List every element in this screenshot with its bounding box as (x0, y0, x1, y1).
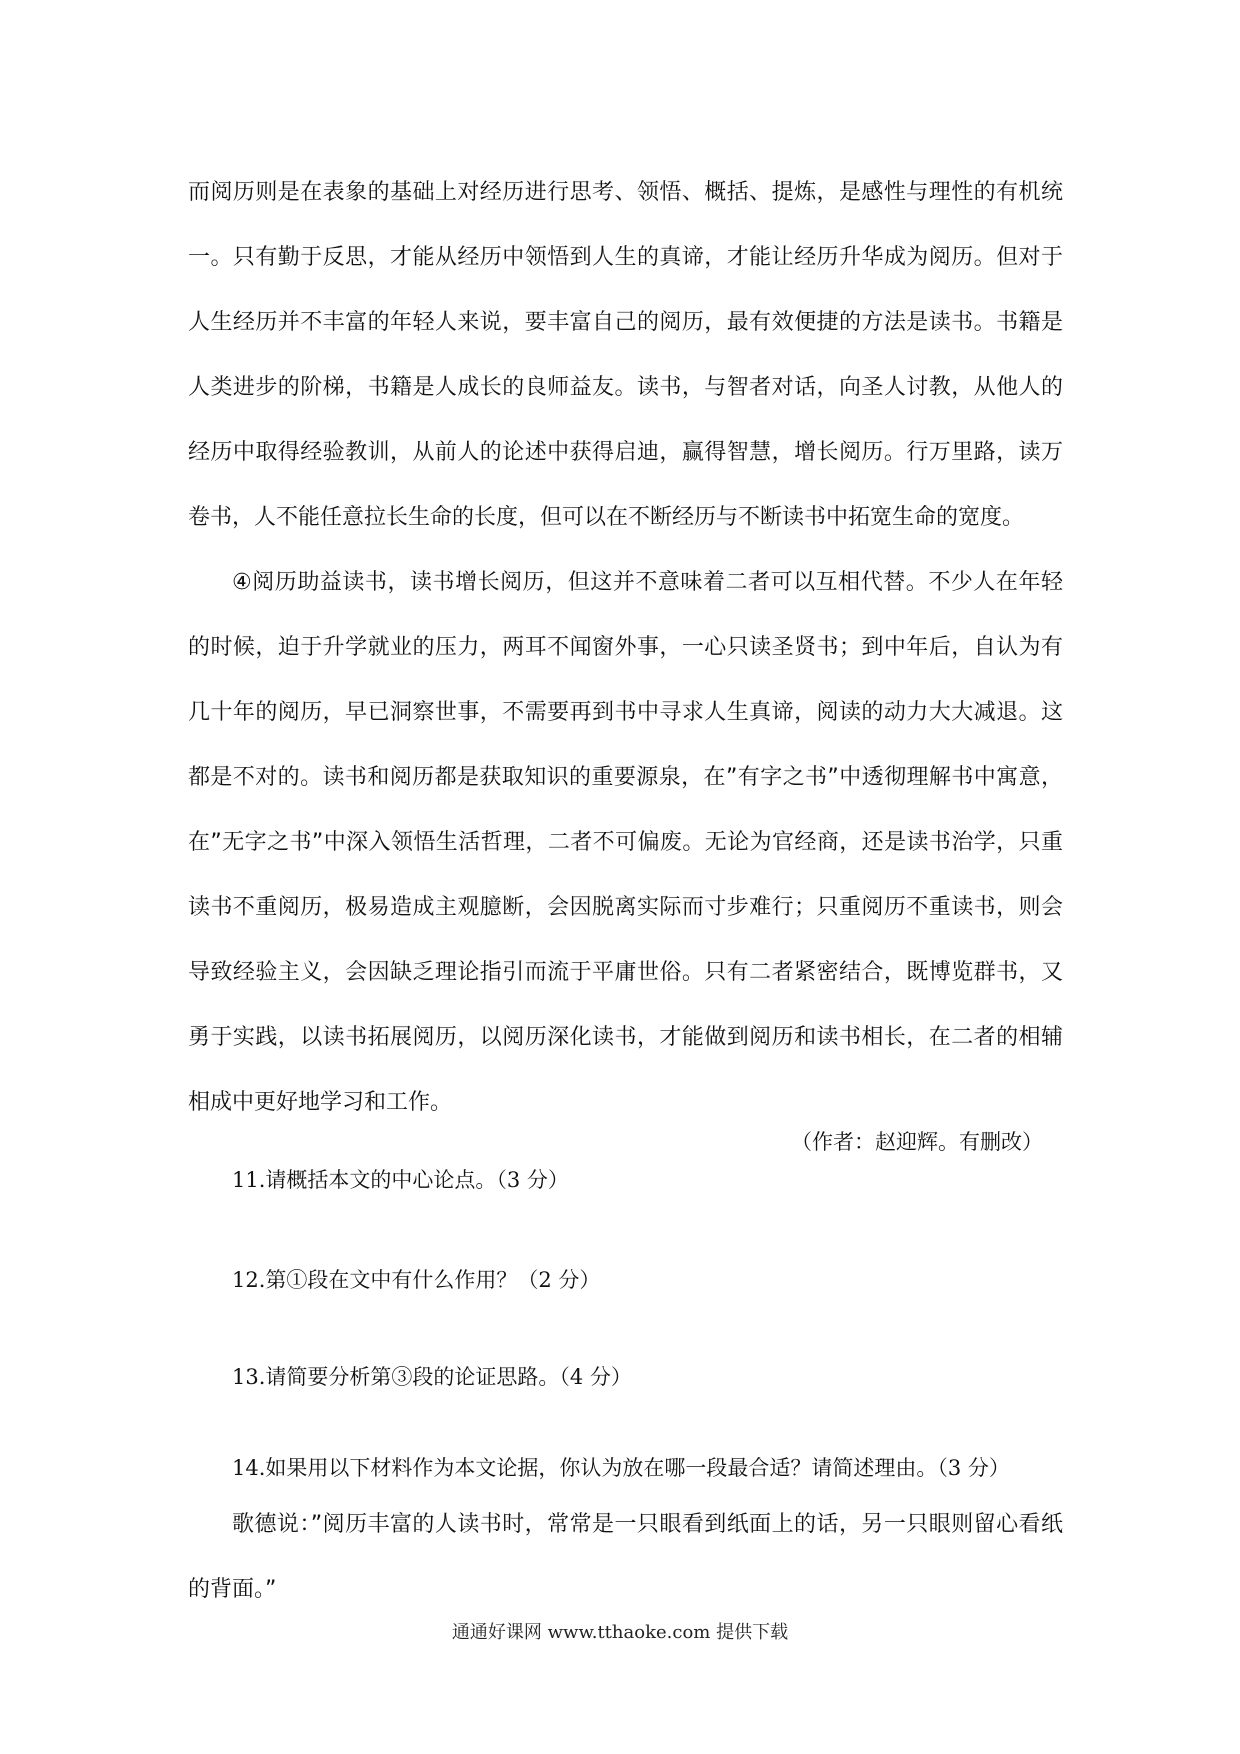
question-14: 14.如果用以下材料作为本文论据，你认为放在哪一段最合适？请简述理由。（3 分） (232, 1456, 1010, 1480)
question-11: 11.请概括本文的中心论点。（3 分） (232, 1168, 569, 1192)
article-body (188, 160, 1063, 1135)
question-13: 13.请简要分析第③段的论证思路。（4 分） (232, 1365, 632, 1389)
question-14-material (188, 1492, 1063, 1622)
article-paragraph-3-end: 而阅历则是在表象的基础上对经历进行思考、领悟、概括、提炼，是感性与理性的有机统一。只有勤于反思，才能从经历中领悟到人生的真谛，才能让经历升华成为阅历。但对于人生经历并不丰富的年轻人来说，要丰富自己的阅历，最有效便捷的方法是读书。书籍是人类进步的阶梯，书籍是人成长的良师益友。读书，与智者对话，向圣人讨教，从他人的经历中取得经验教训，从前人的论述中获得启迪，赢得智慧，增长阅历。行万里路，读万卷书，人不能任意拉长生命的长度，但可以在不断经历与不断读书中拓宽生命的宽度。 (188, 180, 1063, 530)
question-12: 12.第①段在文中有什么作用？（2 分） (232, 1268, 601, 1292)
article-paragraph-4: ④阅历助益读书，读书增长阅历，但这并不意味着二者可以互相代替。不少人在年轻的时候，迫于升学就业的压力，两耳不闻窗外事，一心只读圣贤书；到中年后，自认为有几十年的阅历，早已洞察世事，不需要再到书中寻求人生真谛，阅读的动力大大减退。这都是不对的。读书和阅历都是获取知识的重要源泉，在”有字之书”中透彻理解书中寓意，在”无字之书”中深入领悟生活哲理，二者不可偏废。无论为官经商，还是读书治学，只重读书不重阅历，极易造成主观臆断，会因脱离实际而寸步难行；只重阅历不重读书，则会导致经验主义，会因缺乏理论指引而流于平庸世俗。只有二者紧密结合，既博览群书，又勇于实践，以读书拓展阅历，以阅历深化读书，才能做到阅历和读书相长，在二者的相辅相成中更好地学习和工作。 (188, 570, 1063, 1115)
article-source: （作者：赵迎辉。有删改） (791, 1130, 1043, 1154)
page-footer: 通通好课网 www.tthaoke.com 提供下载 (451, 1622, 789, 1643)
goethe-quote: 歌德说：”阅历丰富的人读书时，常常是一只眼看到纸面上的话，另一只眼则留心看纸的背面。” (188, 1512, 1063, 1602)
